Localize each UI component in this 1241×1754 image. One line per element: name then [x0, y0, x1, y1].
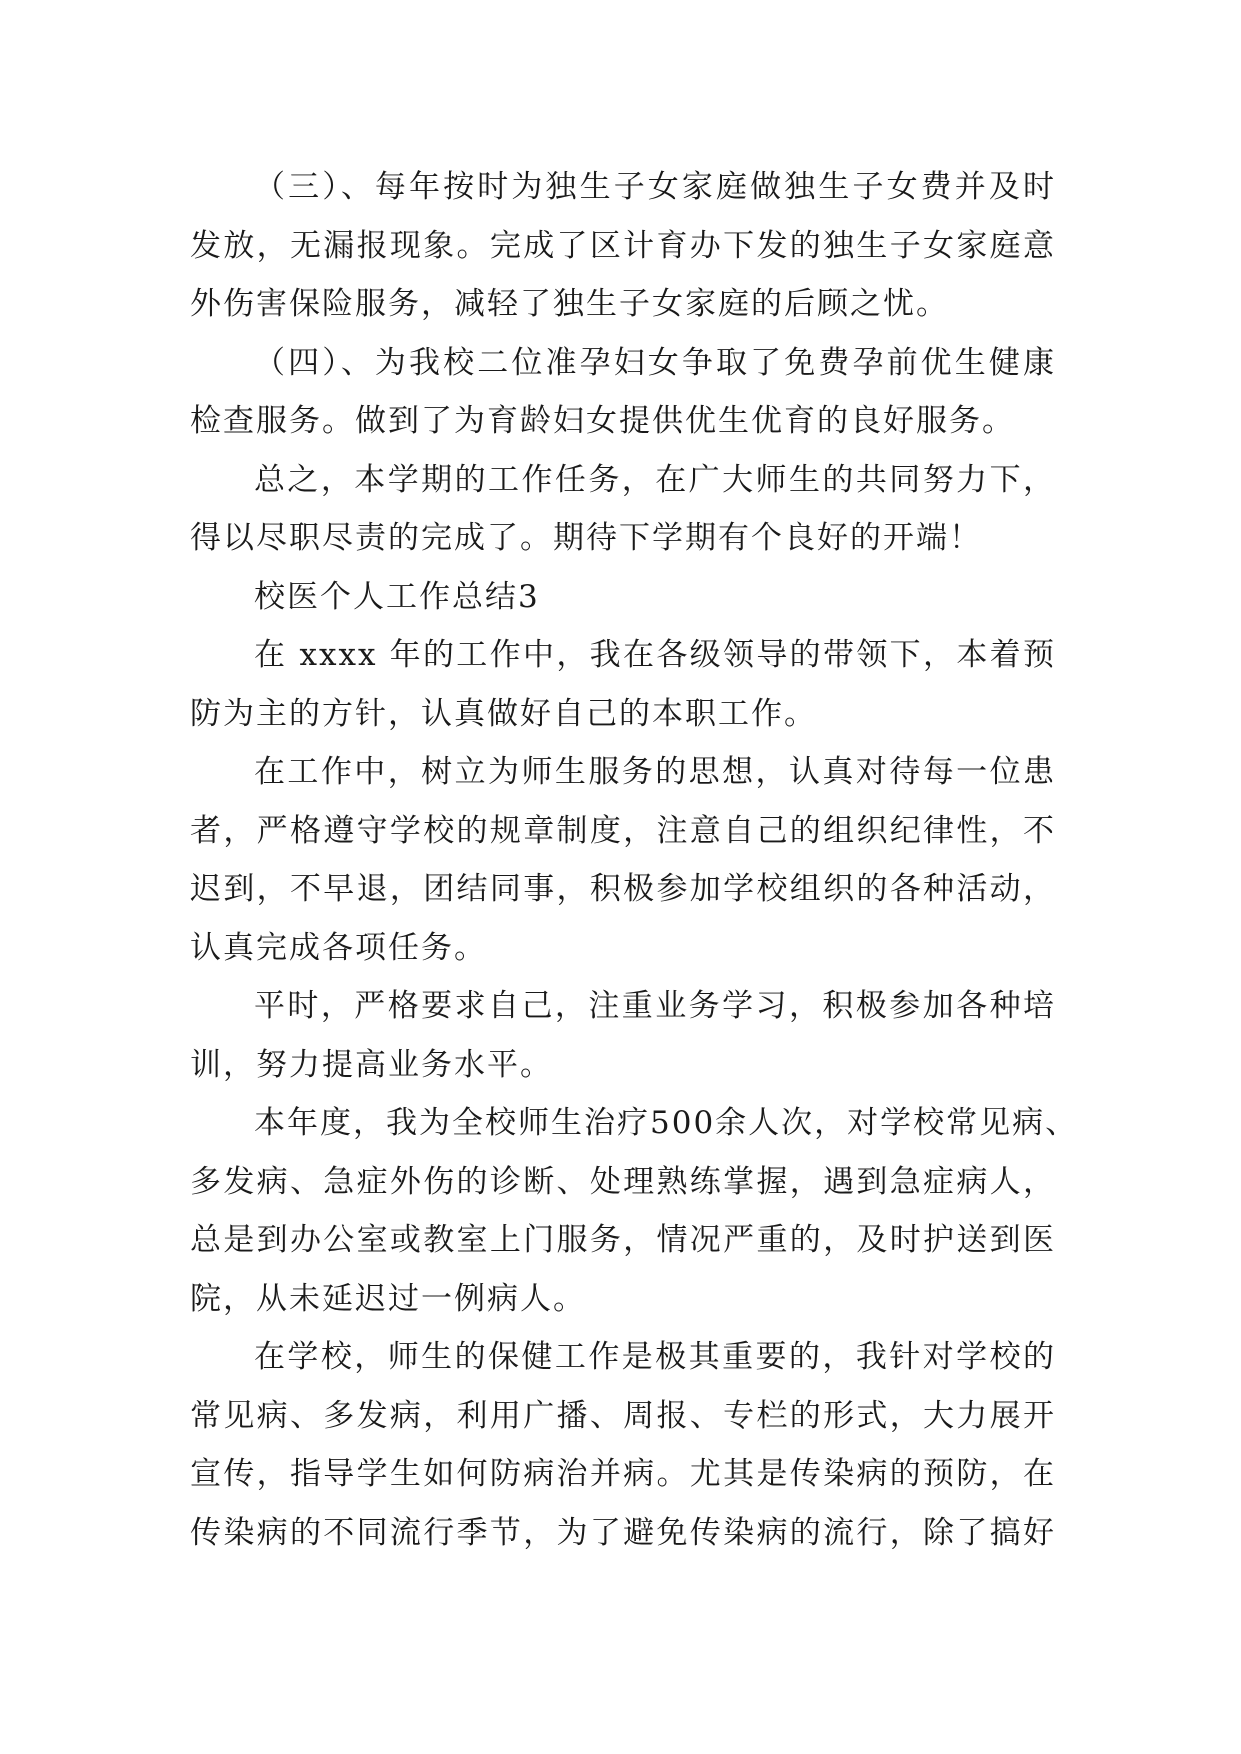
paragraph-line: 总是到办公室或教室上门服务，情况严重的，及时护送到医: [190, 1222, 1056, 1258]
paragraph-first-line: 平时，严格要求自己，注重业务学习，积极参加各种培: [254, 988, 1056, 1024]
paragraph-line: 外伤害保险服务，减轻了独生子女家庭的后顾之忧。: [190, 286, 949, 322]
paragraph-first-line: （四）、为我校二位准孕妇女争取了免费孕前优生健康: [254, 344, 1056, 381]
paragraph-line: 防为主的方针，认真做好自己的本职工作。: [190, 695, 817, 732]
paragraph-line: 训，努力提高业务水平。: [190, 1046, 553, 1083]
paragraph-first-line: 在 xxxx 年的工作中，我在各级领导的带领下，本着预: [254, 637, 1056, 673]
paragraph-line: 传染病的不同流行季节，为了避免传染病的流行，除了搞好: [190, 1514, 1056, 1551]
paragraph-first-line: 在学校，师生的保健工作是极其重要的，我针对学校的: [254, 1339, 1056, 1375]
paragraph-line: 者，严格遵守学校的规章制度，注意自己的组织纪律性，不: [190, 812, 1056, 849]
paragraph-first-line: （三）、每年按时为独生子女家庭做独生子女费并及时: [254, 169, 1056, 205]
paragraph-line: 常见病、多发病，利用广播、周报、专栏的形式，大力展开: [190, 1397, 1056, 1434]
paragraph-first-line: 在工作中，树立为师生服务的思想，认真对待每一位患: [254, 754, 1056, 790]
document-page: [190, 158, 1079, 1562]
paragraph-line: 得以尽职尽责的完成了。期待下学期有个良好的开端！: [190, 520, 982, 556]
paragraph-first-line: 本年度，我为全校师生治疗500余人次，对学校常见病、: [254, 1105, 1079, 1141]
paragraph-line: 迟到，不早退，团结同事，积极参加学校组织的各种活动，: [190, 871, 1056, 907]
paragraph-line: 多发病、急症外伤的诊断、处理熟练掌握，遇到急症病人，: [190, 1163, 1056, 1200]
paragraph-first-line: 总之，本学期的工作任务，在广大师生的共同努力下，: [254, 461, 1056, 498]
paragraph-line: 宣传，指导学生如何防病治并病。尤其是传染病的预防，在: [190, 1456, 1056, 1492]
paragraph-line: 认真完成各项任务。: [190, 929, 487, 966]
paragraph-first-line: 校医个人工作总结3: [254, 578, 540, 615]
paragraph-line: 检查服务。做到了为育龄妇女提供优生优育的良好服务。: [190, 403, 1015, 439]
paragraph-line: 院，从未延迟过一例病人。: [190, 1280, 586, 1317]
paragraph-line: 发放，无漏报现象。完成了区计育办下发的独生子女家庭意: [190, 227, 1056, 264]
